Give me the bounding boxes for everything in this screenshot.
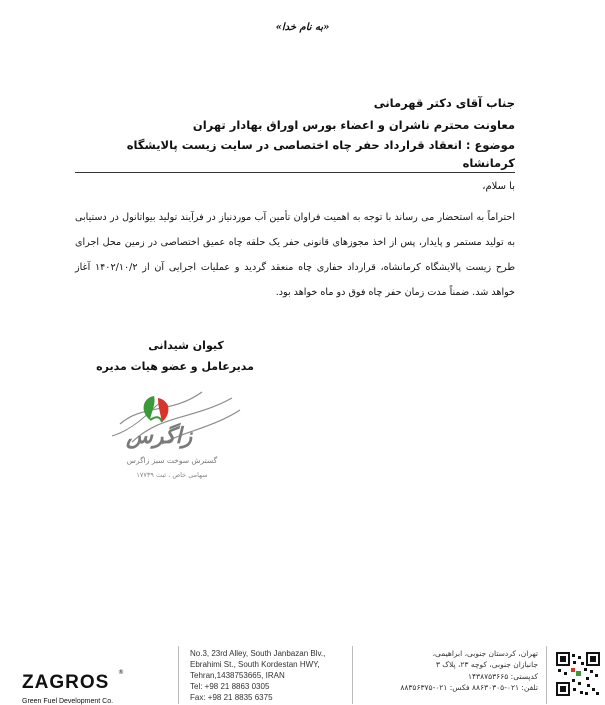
address-en-line: Ebrahimi St., South Kordestan HWY,	[190, 660, 320, 669]
letter-body: احتراماً به استحضار می رساند با توجه به اهمیت فراوان تأمین آب موردنیاز در فرآیند تولید بیواتانول در دستیابی به تولید مستمر و پایدار، پس از اخذ مجوزهای قانونی حفر یک حلقه چاه عمیق اختصاصی در زمین محل اجرای طرح زیست پالایشگاه کرمانشاه، قرارداد حفاری چاه منعقد گردید و عملیات اجرایی آن از ۱۴۰۲/۱۰/۲ آغاز خواهد شد. ضمناً مدت زمان حفر چاه فوق دو ماه خواهد بود.	[75, 212, 515, 298]
address-en-line: Tehran,1438753665, IRAN	[190, 671, 285, 680]
subject-line: موضوع : انعقاد قرارداد حفر چاه اختصاصی در سایت زیست پالایشگاه کرمانشاه	[75, 136, 515, 173]
greeting: با سلام،	[482, 181, 515, 192]
seal-company-name: گسترش سوخت سبز زاگرس	[126, 456, 218, 465]
footer-divider	[178, 646, 179, 704]
address-en-line: Fax: +98 21 8835 6375	[190, 693, 273, 702]
footer-address-en	[190, 648, 350, 703]
recipient-name: جناب آقای دکتر قهرمانی	[373, 96, 515, 110]
signature-block	[90, 339, 260, 373]
signer-role: مدیرعامل و عضو هیات مدیره	[96, 360, 254, 373]
recipient-title: معاونت محترم ناشران و اعضاء بورس اوراق بهادار تهران	[192, 118, 515, 132]
footer-divider	[352, 646, 353, 704]
bismillah-header: «به نام خدا»	[275, 22, 330, 33]
qr-code-icon	[556, 652, 600, 696]
address-fa-line: تلفن: ۰۲۱-۸۸۶۳۰۳۰۵ فکس: ۰۲۱-۸۸۳۵۶۳۷۵	[400, 683, 538, 693]
seal-logo-text: زاگرس	[126, 424, 193, 449]
company-seal	[102, 384, 242, 494]
address-en-line: No.3, 23rd Alley, South Janbazan Blv.,	[190, 649, 326, 658]
address-fa-line: جانبازان جنوبی، کوچه ۲۳، پلاک ۳	[435, 660, 538, 670]
footer-brand-subtitle: Green Fuel Development Co.	[22, 698, 114, 705]
footer-divider	[546, 646, 547, 704]
page-footer	[0, 640, 605, 704]
address-fa-line: کدپستی: ۱۴۳۸۷۵۳۶۶۵	[467, 671, 538, 681]
address-en-line: Tel: +98 21 8863 0305	[190, 682, 270, 691]
address-fa-line: تهران، کردستان جنوبی، ابراهیمی،	[432, 649, 538, 658]
footer-brand: ZAGROS	[22, 672, 110, 693]
recipient-block	[75, 92, 515, 174]
signer-name: کیوان شیدانی	[148, 339, 224, 352]
registered-mark: ®	[118, 669, 124, 676]
footer-address-fa	[356, 648, 538, 694]
seal-registration: سهامی خاص ، ثبت ۱۷۷۳۹	[136, 471, 208, 479]
